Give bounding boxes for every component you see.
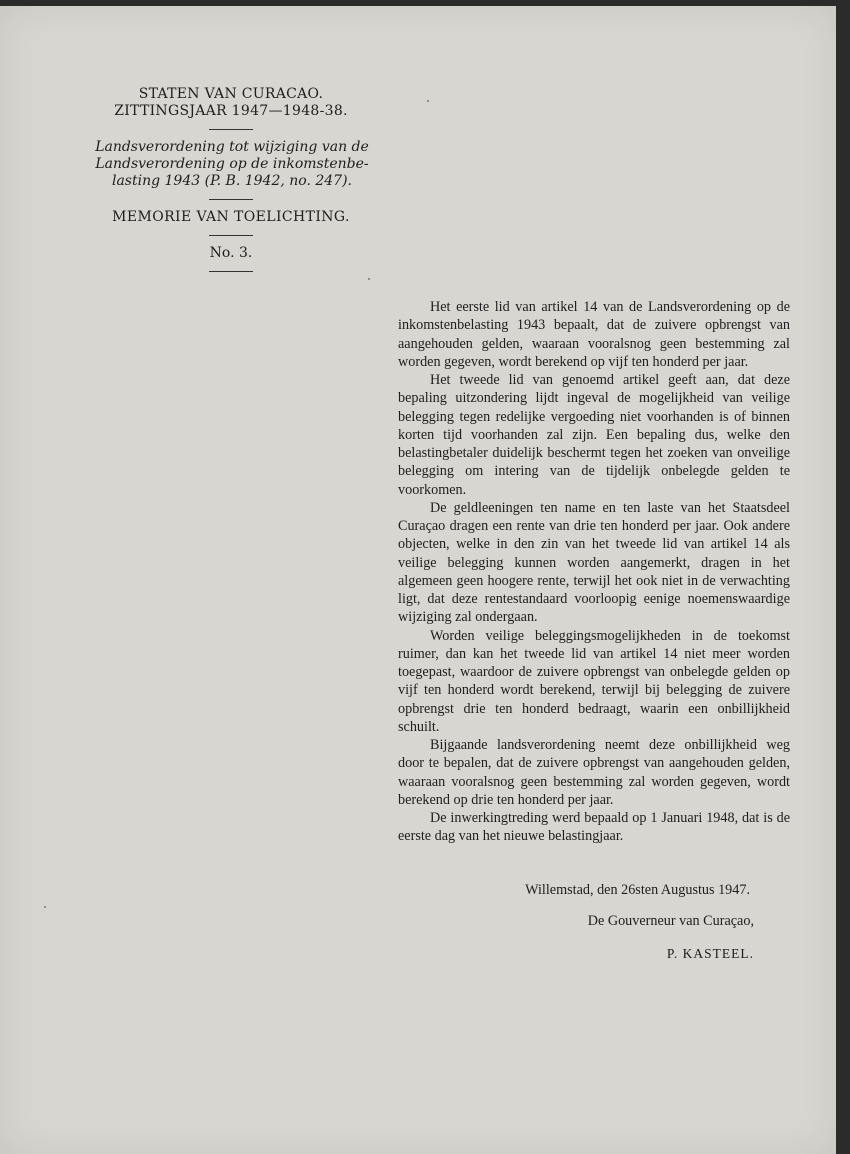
paragraph: De inwerkingtreding werd bepaald op 1 Januari 1948, dat is de eerste dag van het nieuwe belastingjaar. — [398, 810, 790, 845]
subject-title — [86, 139, 376, 190]
paragraph: Het tweede lid van genoemd artikel geeft aan, dat deze bepaling uitzondering lijdt ingeval de mogelijkheid van veilige belegging tegen redelijke vergoeding niet voorhanden is of binnen korten tijd voorhanden zal zijn. Een bepaling dus, welke den belastingbetaler duidelijk beschermt tegen het zoeken van onveilige belegging om intering van de tijdelijk onbelegde gelden te voorkomen. — [398, 372, 790, 498]
paragraph: Bijgaande landsverordening neemt deze onbillijkheid weg door te bepalen, dat de zuivere opbrengst van aangehouden gelden, waaraan vooralsnog geen bestemming zal worden gegeven, wordt berekend op drie ten honderd per jaar. — [398, 737, 790, 808]
document-page — [0, 6, 836, 1154]
signatory-title: De Gouverneur van Curaçao, — [587, 913, 754, 929]
divider-rule — [209, 235, 253, 236]
closing-block — [374, 882, 754, 962]
subject-line: Landsverordening tot wijziging van de — [95, 139, 369, 155]
header-line-2: ZITTINGSJAAR 1947—1948-38. — [114, 103, 348, 119]
paragraph: De geldleeningen ten name en ten laste van het Staatsdeel Curaçao dragen een rente van drie ten honderd per jaar. Ook andere objecten, welke in den zin van het tweede lid van artikel 14 als veilige belegging kunnen worden aangemerkt, dragen in het algemeen geen hoogere rente, terwijl het ook niet in de verwachting ligt, dat deze rentestandaard voorloopig eenige noemenswaardige wijziging zal ondergaan. — [398, 499, 790, 626]
paper-speck — [427, 100, 429, 102]
memorie-title: MEMORIE VAN TOELICHTING. — [112, 209, 350, 225]
divider-rule — [209, 271, 253, 272]
paper-speck — [44, 906, 46, 908]
body-text — [398, 298, 790, 846]
document-heading-block — [86, 86, 376, 281]
signature-name: P. KASTEEL. — [666, 946, 754, 961]
subject-line: Landsverordening op de inkomstenbe- — [95, 156, 369, 172]
header-line-1: STATEN VAN CURACAO. — [138, 86, 324, 102]
subject-line: lasting 1943 (P. B. 1942, no. 247). — [111, 173, 353, 189]
paper-speck — [368, 278, 370, 280]
divider-rule — [209, 199, 253, 200]
divider-rule — [209, 129, 253, 130]
paragraph: Het eerste lid van artikel 14 van de Landsverordening op de inkomstenbelasting 1943 bepaalt, dat de zuivere opbrengst van aangehouden gelden, waaraan vooralsnog geen bestemming zal worden gegeven, wordt berekend op vijf ten honderd per jaar. — [398, 299, 790, 370]
paragraph: Worden veilige beleggingsmogelijkheden in de toekomst ruimer, dan kan het tweede lid van artikel 14 niet meer worden toegepast, waardoor de zuivere opbrengst van onbelegde gelden op vijf ten honderd wordt berekend, terwijl bij belegging de zuivere opbrengst drie ten honderd bedraagt, waarin een onbillijkheid schuilt. — [398, 627, 790, 735]
document-number: No. 3. — [209, 245, 253, 261]
place-date: Willemstad, den 26sten Augustus 1947. — [525, 882, 750, 898]
